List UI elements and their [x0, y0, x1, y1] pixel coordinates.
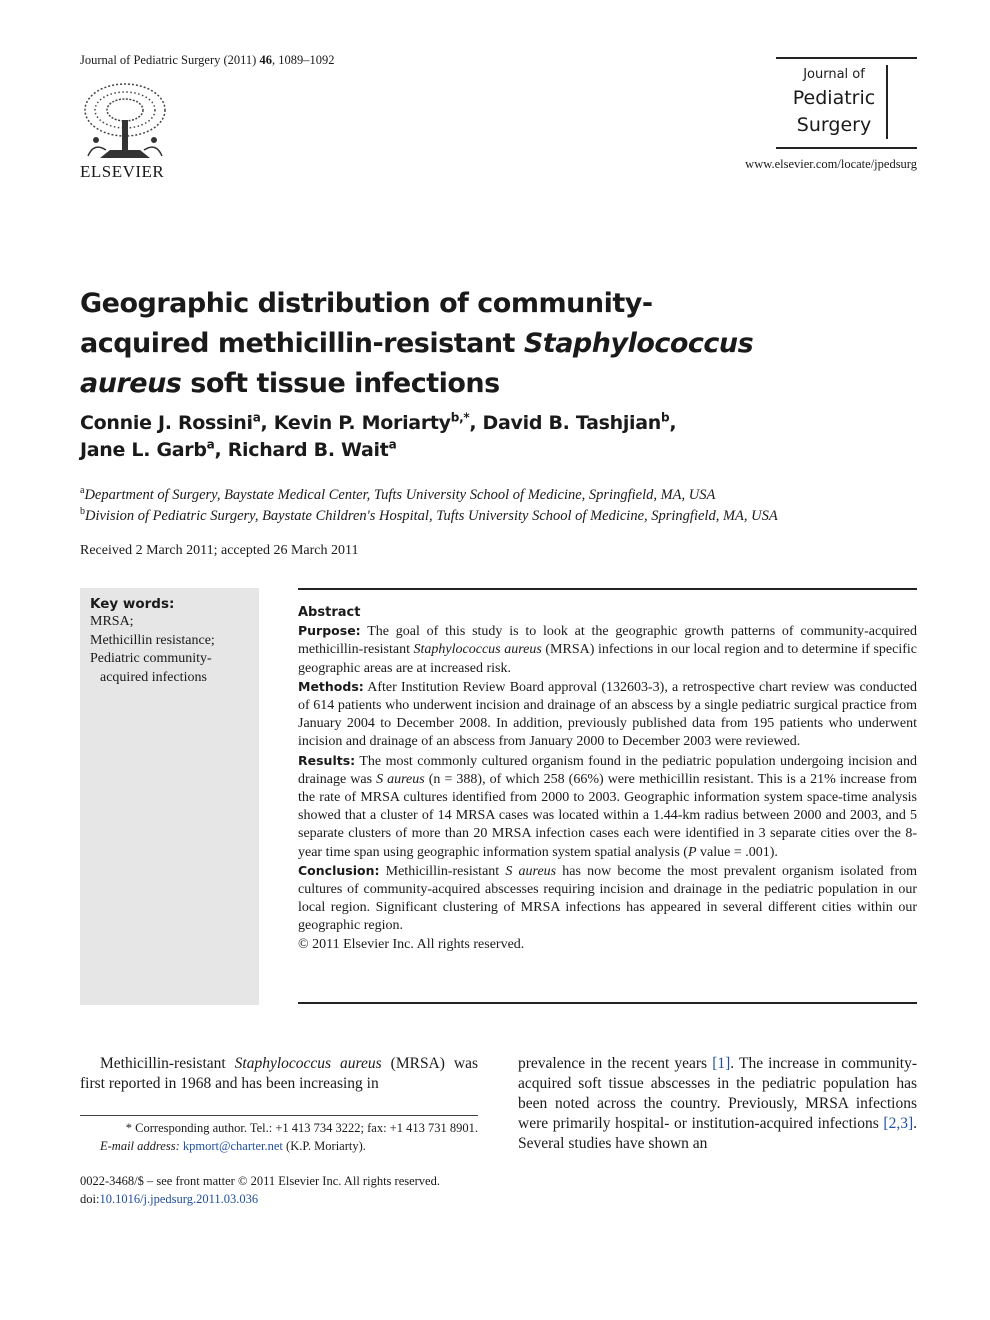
body-text-2: (MRSA) was first reported in 1968 and has been increasing in: [80, 1055, 478, 1092]
purpose-label: Purpose:: [298, 623, 361, 639]
abstract-conclusion: [298, 862, 917, 936]
body-italic: Staphylococcus aureus: [234, 1055, 382, 1072]
conclusion-text: Methicillin-resistant: [379, 863, 506, 879]
author-affiliation-sup[interactable]: a: [388, 437, 397, 452]
author: Jane L. Garb: [80, 439, 207, 461]
body-text: prevalence in the recent years: [518, 1055, 713, 1072]
abstract-methods: [298, 678, 917, 752]
abstract-heading: Abstract: [298, 605, 361, 620]
abstract-purpose: [298, 622, 917, 678]
email-link[interactable]: kpmort@charter.net: [182, 1139, 283, 1153]
corresponding-author-footnote: [80, 1119, 478, 1155]
abstract-copyright: © 2011 Elsevier Inc. All rights reserved.: [298, 936, 525, 952]
author-affiliation-sup[interactable]: b,*: [450, 410, 470, 425]
journal-logo-line1: Journal of: [803, 67, 865, 82]
affiliation-a: [80, 485, 715, 504]
issn-line: 0022-3468/$ – see front matter © 2011 Elsevier Inc. All rights reserved.: [80, 1174, 440, 1188]
methods-label: Methods:: [298, 678, 364, 694]
body-column-left: [80, 1054, 478, 1094]
purpose-italic: Staphylococcus aureus: [413, 642, 542, 658]
body-text-2: . The increase in community-acquired soft tissue abscesses in the pediatric population has been noted across the country. Previously, MRSA infections were primarily hospital- or institution-acquired infections: [518, 1055, 917, 1132]
affiliation-b: [80, 506, 778, 525]
conclusion-text-2: has now become the most prevalent organism isolated from cultures of community-acquired abscesses requiring incision and drainage in the pediatric population in our local region. Significant clustering of MRSA infections has appeared in several different cities within our geographic region.: [298, 863, 918, 934]
logo-rule-bottom: [776, 147, 917, 149]
body-text: Methicillin-resistant: [100, 1055, 235, 1072]
author-sep: ,: [214, 439, 228, 461]
body-column-right: [518, 1054, 917, 1154]
doi-link[interactable]: 10.1016/j.jpedsurg.2011.03.036: [99, 1192, 259, 1206]
citation-journal: Journal of Pediatric Surgery (2011): [80, 53, 257, 67]
keyword-item: Methicillin resistance;: [90, 632, 215, 648]
author-affiliation-sup[interactable]: a: [252, 410, 261, 425]
email-owner: (K.P. Moriarty).: [282, 1139, 366, 1153]
author-sep: ,: [469, 412, 483, 434]
doi-line: [80, 1190, 440, 1208]
purpose-text: The goal of this study is to look at the geographic growth patterns of community-acquired methicillin-resistant: [298, 624, 917, 658]
keywords-list: [90, 613, 215, 687]
author-affiliation-sup[interactable]: b: [661, 410, 670, 425]
author-list: [80, 410, 800, 464]
abstract: [298, 604, 917, 954]
citation-pages: , 1089–1092: [271, 53, 335, 67]
keywords-title: Key words:: [90, 596, 175, 612]
citation-volume: 46: [259, 53, 272, 67]
reference-link[interactable]: [2,3]: [883, 1115, 914, 1132]
abstract-results: [298, 752, 917, 862]
author: David B. Tashjian: [482, 412, 662, 434]
keyword-item: MRSA;: [90, 614, 134, 629]
journal-logo: [776, 57, 917, 149]
doi-label: doi:: [80, 1192, 100, 1206]
front-matter: [80, 1172, 440, 1208]
author-affiliation-sup[interactable]: a: [206, 437, 215, 452]
journal-url[interactable]: www.elsevier.com/locate/jpedsurg: [745, 157, 917, 171]
publisher-name: ELSEVIER: [80, 162, 165, 181]
abstract-rule-bottom: [298, 1002, 917, 1004]
author: Richard B. Wait: [227, 439, 389, 461]
conclusion-label: Conclusion:: [298, 862, 380, 878]
results-text: The most commonly cultured organism found in the pediatric population undergoing incision and drainage was: [298, 753, 917, 787]
author-sep: ,: [260, 412, 274, 434]
reference-link[interactable]: [1]: [712, 1055, 731, 1072]
methods-text: After Institution Review Board approval (132603-3), a retrospective chart review was conducted of 614 patients who underwent incision and drainage of an abscess by a single pediatric surgical practice from January 2004 to December 2008. In addition, previously published data from 195 patients who underwent incision and drainage of an abscess from January 2000 to December 2003 were reviewed.: [298, 679, 917, 750]
results-label: Results:: [298, 752, 356, 768]
journal-citation: [80, 53, 334, 68]
affiliation-sup: a: [80, 485, 85, 496]
keyword-item: acquired infections: [100, 669, 207, 685]
results-text-3: value = .001).: [696, 844, 778, 860]
email-line: [80, 1137, 478, 1155]
received-accepted-dates: Received 2 March 2011; accepted 26 March 2011: [80, 543, 359, 558]
author: Kevin P. Moriarty: [273, 412, 451, 434]
results-text-2: (n = 388), of which 258 (66%) were methicillin resistant. This is a 21% increase from the rate of MRSA cultures identified from 2000 to 2003. Geographic information system space-time analysis showed that a cluster of 14 MRSA cases was located within a 1.44-km radius between 2000 and 2003, and 5 separate clusters of more than 20 MRSA infection cases each were identified in 3 separate cities over the 8-year time span using geographic information system spatial analysis (: [298, 771, 918, 860]
title-part2: soft tissue infections: [181, 368, 500, 399]
elsevier-tree-logo-icon: [80, 80, 170, 162]
affiliation-sup: b: [80, 506, 85, 517]
conclusion-italic: S aureus: [505, 863, 557, 879]
results-italic: S aureus: [376, 771, 425, 787]
keyword-item: Pediatric community-: [90, 651, 212, 666]
author: Connie J. Rossini: [80, 412, 253, 434]
logo-rule-top: [776, 57, 917, 59]
affiliation-text: Division of Pediatric Surgery, Baystate Children's Hospital, Tufts University School of Medicine, Springfield, MA, USA: [85, 507, 778, 524]
body-text-3: . Several studies have shown an: [518, 1115, 917, 1152]
logo-vertical-bar: [886, 65, 888, 139]
abstract-rule-top: [298, 588, 917, 590]
corresponding-author: * Corresponding author. Tel.: +1 413 734 3222; fax: +1 413 731 8901.: [125, 1121, 478, 1135]
title-italic: Staphylococcus aureus: [80, 328, 754, 399]
journal-logo-line2: Pediatric: [792, 87, 876, 109]
article-title: [80, 284, 780, 404]
email-label: E-mail address:: [100, 1139, 180, 1153]
title-part1: Geographic distribution of community-acquired methicillin-resistant: [80, 288, 653, 359]
results-italic-p: P: [687, 844, 697, 860]
footnote-rule: [80, 1115, 478, 1116]
purpose-text-2: (MRSA) infections in our local region and to determine if specific geographic areas are at increased risk.: [298, 642, 917, 676]
journal-logo-line3: Surgery: [796, 114, 872, 136]
affiliation-text: Department of Surgery, Baystate Medical Center, Tufts University School of Medicine, Springfield, MA, USA: [84, 486, 716, 503]
author-sep: ,: [669, 412, 677, 434]
